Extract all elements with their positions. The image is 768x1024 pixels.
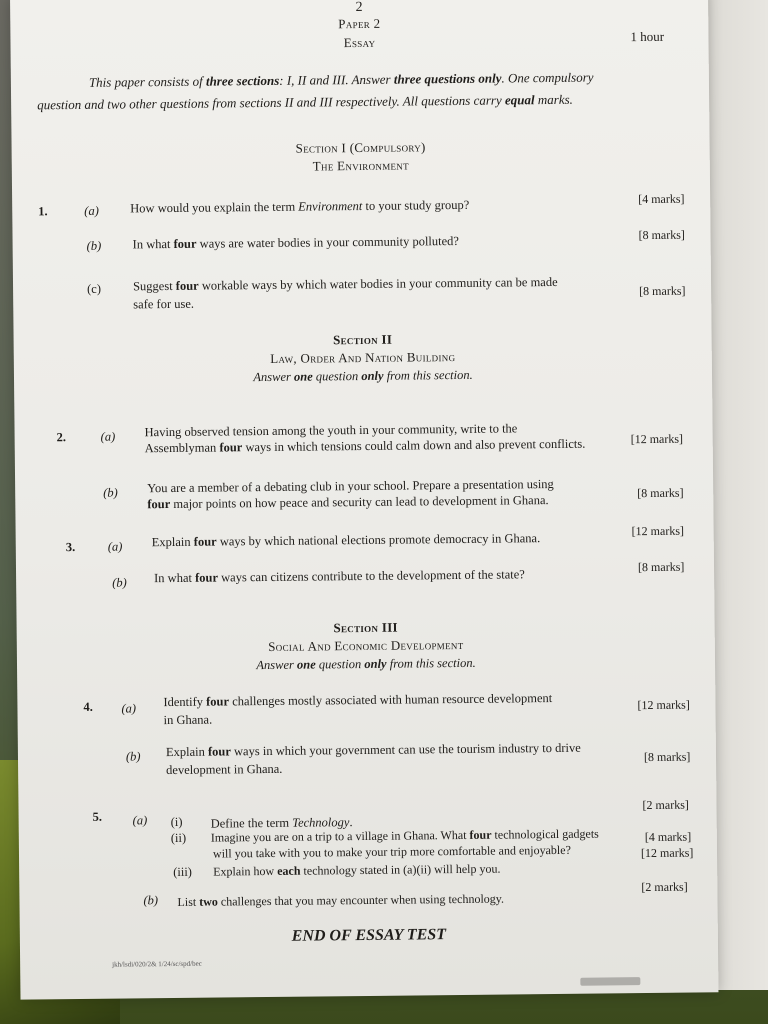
question-4b-marks: [8 marks] [643,749,691,765]
question-4a-marks: [12 marks] [637,697,690,713]
question-1b-text: In what four ways are water bodies in your community polluted? [132,233,459,252]
end-of-test-text: END OF ESSAY TEST [291,926,447,945]
question-1a-marks: [4 marks] [638,191,685,207]
question-1c-text-line-1: Suggest four workable ways by which water bodies in your community can be made [132,274,558,294]
intro-line-1: This paper consists of three sections: I, II and III. Answer three questions only. One compulsory [88,69,594,90]
question-3a-marks: [12 marks] [631,523,685,539]
question-2b-label: (b) [103,485,118,500]
question-3b-text: In what four ways can citizens contribute to the development of the state? [154,567,525,586]
essay-label: Essay [343,34,376,51]
question-5a-i-label: (i) [170,814,183,830]
question-5a-iii-label: (iii) [173,864,193,879]
question-5a-ii-label: (ii) [170,830,187,846]
section-1-title: Section I (Compulsory) [295,139,426,156]
question-5a-i-marks: [2 marks] [642,797,689,813]
question-5a-iii-marks: [12 marks] [640,845,694,861]
question-2b-text-line-1: You are a member of a debating club in your school. Prepare a presentation using [147,476,554,496]
question-3b-label: (b) [112,575,127,590]
question-5a-ii-text-line-2: will you take with you to make your trip more comfortable and enjoyable? [212,842,571,861]
question-1a-label: (a) [84,203,99,218]
question-4b-text-line-1: Explain four ways in which your government can use the tourism industry to drive [165,740,581,760]
question-4b-text-line-2: development in Ghana. [166,761,283,778]
question-1-number: 1. [38,204,48,219]
question-4a-text-line-2: in Ghana. [163,712,213,728]
question-4a-text-line-1: Identify four challenges mostly associated with human resource development [163,691,553,710]
section-2-title: Section II [332,331,393,348]
question-4a-label: (a) [121,701,137,716]
question-1b-label: (b) [86,238,102,253]
exam-page [10,0,718,1000]
section-1-subtitle: The Environment [312,157,409,174]
question-2a-text-line-2: Assemblyman four ways in which tensions could calm down and also prevent conflicts. [144,436,586,456]
duration: 1 hour [630,28,665,45]
question-2b-marks: [8 marks] [637,485,684,501]
section-3-instruction: Answer one question only from this section. [256,655,476,673]
question-5a-label: (a) [132,813,148,828]
question-1c-label: (c) [86,281,102,296]
question-4b-label: (b) [125,749,141,764]
footer-code: jkh/lsdi/020/2& 1/24/sc/spd/bec [112,959,202,969]
section-2-subtitle: Law, Order And Nation Building [270,349,456,366]
question-5b-marks: [2 marks] [641,879,688,895]
question-5a-ii-text-line-1: Imagine you are on a trip to a village in Ghana. What four technological gadgets [210,826,599,845]
question-3a-label: (a) [107,539,123,554]
question-5-number: 5. [92,809,103,824]
bottom-mark [580,977,640,986]
question-5a-i-text: Define the term Technology. [210,815,353,831]
question-2b-text-line-2: four major points on how peace and security can lead to development in Ghana. [147,493,549,512]
question-1c-marks: [8 marks] [639,283,686,299]
question-2a-text-line-1: Having observed tension among the youth in your community, write to the [144,421,518,440]
question-3b-marks: [8 marks] [637,559,685,575]
section-3-title: Section III [333,619,398,636]
question-1c-text-line-2: safe for use. [133,296,195,312]
page-number: 2 [355,0,363,16]
question-1a-text: How would you explain the term Environment to your study group? [130,197,470,216]
paper-label: Paper 2 [338,15,381,32]
question-5a-ii-marks: [4 marks] [644,829,692,845]
question-5a-iii-text: Explain how each technology stated in (a)(ii) will help you. [213,861,501,879]
question-1b-marks: [8 marks] [638,227,685,243]
question-2-number: 2. [56,430,67,445]
question-3a-text: Explain four ways by which national elections promote democracy in Ghana. [151,531,541,550]
question-5b-label: (b) [143,893,159,908]
question-2a-marks: [12 marks] [630,431,684,447]
question-4-number: 4. [83,699,93,714]
question-2a-label: (a) [100,429,116,444]
question-5b-text: List two challenges that you may encounter when using technology. [177,891,505,909]
section-2-instruction: Answer one question only from this section. [253,367,473,385]
intro-line-2: question and two other questions from sections II and III respectively. All questions carry equal marks. [37,91,573,113]
question-3-number: 3. [65,540,76,555]
section-3-subtitle: Social And Economic Development [268,636,464,654]
